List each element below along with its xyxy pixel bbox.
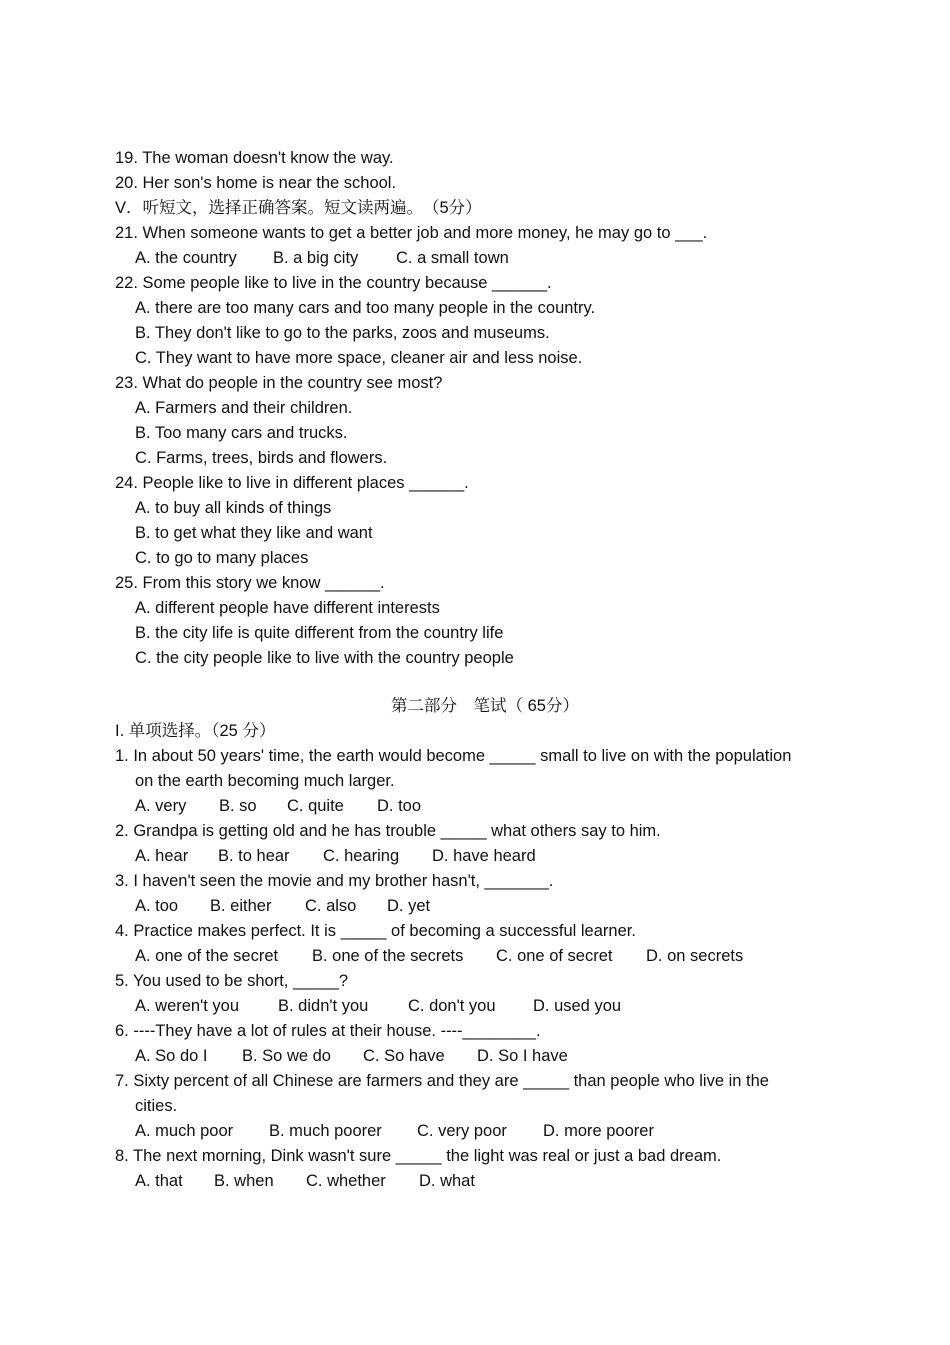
option-b: B. either (210, 897, 272, 915)
listening-item-19: 19. The woman doesn't know the way. (115, 149, 394, 167)
question-options (115, 944, 855, 969)
option-a: A. very (135, 797, 187, 815)
question-stem: 8. The next morning, Dink wasn't sure _____ the light was real or just a bad dream. (115, 1147, 722, 1165)
question-stem: 24. People like to live in different places ______. (115, 474, 469, 492)
option-d: D. more poorer (543, 1122, 654, 1140)
question-options (115, 246, 855, 271)
question-2 (115, 819, 855, 869)
question-7 (115, 1069, 855, 1144)
question-23 (115, 371, 855, 471)
option-c: C. quite (287, 797, 344, 815)
option-b: B. to get what they like and want (135, 524, 373, 542)
page-content (115, 146, 855, 1194)
question-stem: 21. When someone wants to get a better job and more money, he may go to ___. (115, 224, 708, 242)
option-a: A. the country (135, 249, 237, 267)
option-c: C. to go to many places (135, 549, 309, 567)
question-options (115, 994, 855, 1019)
question-6 (115, 1019, 855, 1069)
option-b: B. to hear (218, 847, 290, 865)
option-b: B. so (219, 797, 257, 815)
question-stem: 6. ----They have a lot of rules at their house. ----________. (115, 1022, 541, 1040)
option-a: A. much poor (135, 1122, 234, 1140)
option-a: A. there are too many cars and too many people in the country. (135, 299, 596, 317)
option-b: B. one of the secrets (312, 947, 464, 965)
question-options (115, 1044, 855, 1069)
option-c: C. don't you (408, 997, 496, 1015)
question-options (115, 1119, 855, 1144)
option-b: B. So we do (242, 1047, 331, 1065)
option-d: D. too (377, 797, 422, 815)
option-c: C. a small town (396, 249, 509, 267)
question-22 (115, 271, 855, 371)
option-a: A. different people have different interests (135, 599, 440, 617)
part-two-title: 第二部分 笔试（ 65分） (391, 697, 579, 715)
option-d: D. what (419, 1172, 475, 1190)
question-5 (115, 969, 855, 1019)
question-stem: 1. In about 50 years' time, the earth would become _____ small to live on with the population (115, 747, 792, 765)
question-4 (115, 919, 855, 969)
option-d: D. yet (387, 897, 431, 915)
question-stem-continued: cities. (135, 1097, 178, 1115)
section-i-heading: I. 单项选择。（25 分） (115, 722, 276, 740)
question-21 (115, 221, 855, 271)
option-c: C. very poor (417, 1122, 507, 1140)
option-d: D. have heard (432, 847, 536, 865)
option-d: D. on secrets (646, 947, 744, 965)
option-c: C. also (305, 897, 357, 915)
question-24 (115, 471, 855, 571)
option-a: A. Farmers and their children. (135, 399, 353, 417)
option-d: D. used you (533, 997, 622, 1015)
option-c: C. They want to have more space, cleaner air and less noise. (135, 349, 583, 367)
option-c: C. one of secret (496, 947, 613, 965)
option-a: A. So do I (135, 1047, 208, 1065)
option-a: A. hear (135, 847, 189, 865)
question-stem: 2. Grandpa is getting old and he has trouble _____ what others say to him. (115, 822, 661, 840)
question-options (115, 894, 855, 919)
question-stem: 5. You used to be short, _____? (115, 972, 349, 990)
question-stem: 3. I haven't seen the movie and my brother hasn't, _______. (115, 872, 554, 890)
option-c: C. whether (306, 1172, 386, 1190)
question-1 (115, 744, 855, 819)
option-b: B. They don't like to go to the parks, zoos and museums. (135, 324, 550, 342)
question-stem: 7. Sixty percent of all Chinese are farmers and they are _____ than people who live in the (115, 1072, 769, 1090)
question-stem: 23. What do people in the country see most? (115, 374, 443, 392)
option-a: A. one of the secret (135, 947, 279, 965)
question-25 (115, 571, 855, 671)
option-a: A. that (135, 1172, 183, 1190)
option-b: B. a big city (273, 249, 359, 267)
question-options (115, 844, 855, 869)
question-stem-continued: on the earth becoming much larger. (135, 772, 395, 790)
question-stem: 25. From this story we know ______. (115, 574, 385, 592)
option-b: B. didn't you (278, 997, 369, 1015)
option-b: B. the city life is quite different from the country life (135, 624, 504, 642)
option-c: C. Farms, trees, birds and flowers. (135, 449, 388, 467)
option-b: B. Too many cars and trucks. (135, 424, 348, 442)
question-3 (115, 869, 855, 919)
option-c: C. the city people like to live with the country people (135, 649, 514, 667)
option-c: C. hearing (323, 847, 400, 865)
option-a: A. too (135, 897, 179, 915)
option-c: C. So have (363, 1047, 445, 1065)
option-a: A. to buy all kinds of things (135, 499, 332, 517)
section-spacer (115, 671, 855, 694)
question-options (115, 1169, 855, 1194)
listening-item-20: 20. Her son's home is near the school. (115, 174, 397, 192)
question-8 (115, 1144, 855, 1194)
option-b: B. much poorer (269, 1122, 382, 1140)
option-b: B. when (214, 1172, 274, 1190)
question-stem: 4. Practice makes perfect. It is _____ of becoming a successful learner. (115, 922, 636, 940)
question-options (115, 794, 855, 819)
option-a: A. weren't you (135, 997, 240, 1015)
section-v-heading: V．听短文，选择正确答案。短文读两遍。 （5分） (115, 199, 482, 217)
question-stem: 22. Some people like to live in the country because ______. (115, 274, 552, 292)
option-d: D. So I have (477, 1047, 568, 1065)
